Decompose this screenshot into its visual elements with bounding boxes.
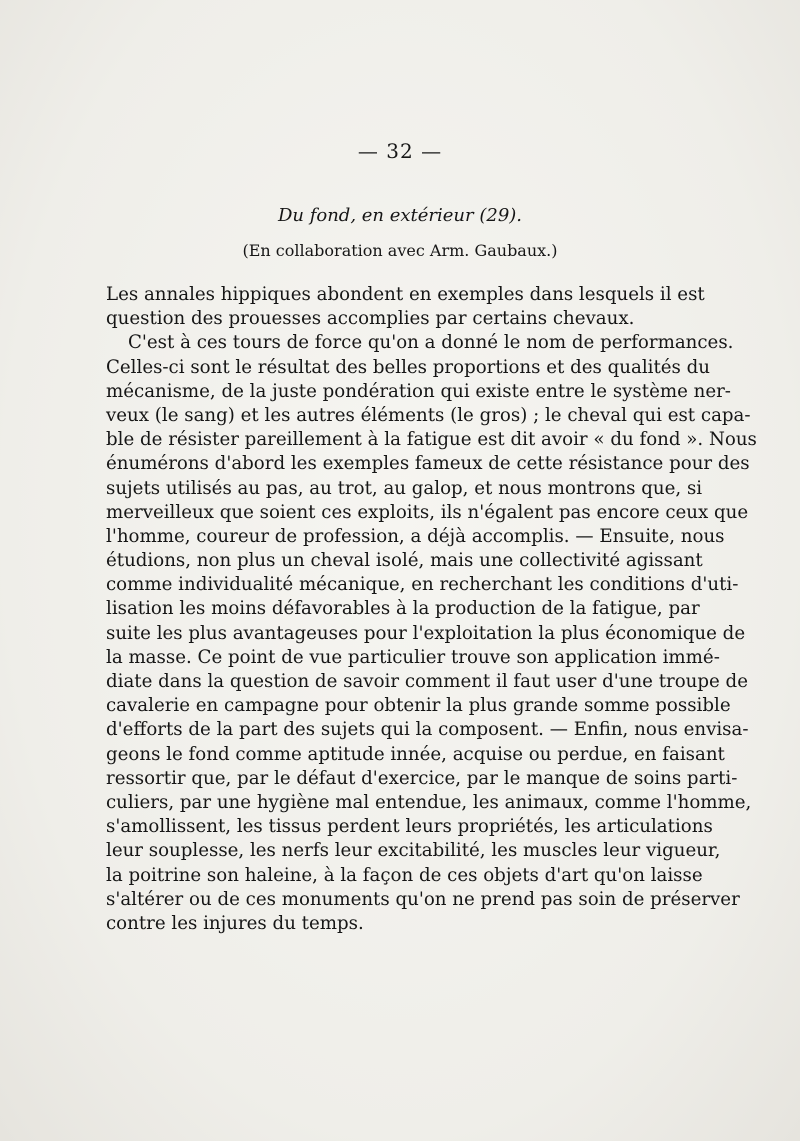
text-line: contre les injures du temps. — [106, 912, 364, 934]
text-line: question des prouesses accomplies par certains chevaux. — [106, 308, 635, 330]
section-title: Du fond, en extérieur (29). — [277, 205, 523, 226]
text-line: la poitrine son haleine, à la façon de ces objets d'art qu'on laisse — [106, 864, 703, 886]
body-paragraphs — [106, 283, 757, 936]
text-line: suite les plus avantageuses pour l'exploitation la plus économique de — [106, 622, 746, 644]
text-line: Celles-ci sont le résultat des belles proportions et des qualités du — [106, 356, 711, 378]
text-line: s'altérer ou de ces monuments qu'on ne prend pas soin de préserver — [106, 888, 740, 910]
text-line: la masse. Ce point de vue particulier trouve son application immé- — [106, 646, 720, 668]
page-number: — 32 — — [357, 139, 443, 163]
text-line: culiers, par une hygiène mal entendue, les animaux, comme l'homme, — [106, 791, 752, 813]
text-line: ressortir que, par le défaut d'exercice, par le manque de soins parti- — [106, 767, 738, 789]
text-line: comme individualité mécanique, en recherchant les conditions d'uti- — [106, 574, 739, 596]
text-line: merveilleux que soient ces exploits, ils n'égalent pas encore ceux que — [106, 501, 749, 523]
text-line: l'homme, coureur de profession, a déjà accomplis. — Ensuite, nous — [106, 525, 725, 547]
text-line: sujets utilisés au pas, au trot, au galop, et nous montrons que, si — [106, 477, 703, 499]
text-line: veux (le sang) et les autres éléments (le gros) ; le cheval qui est capa- — [106, 404, 751, 426]
text-line: mécanisme, de la juste pondération qui existe entre le système ner- — [106, 380, 731, 402]
text-line: C'est à ces tours de force qu'on a donné le nom de performances. — [128, 332, 734, 354]
text-line: diate dans la question de savoir comment il faut user d'une troupe de — [106, 671, 748, 692]
text-line: ble de résister pareillement à la fatigue est dit avoir « du fond ». Nous — [106, 429, 757, 451]
text-line: cavalerie en campagne pour obtenir la plus grande somme possible — [106, 695, 731, 717]
text-line: geons le fond comme aptitude innée, acquise ou perdue, en faisant — [106, 743, 725, 765]
text-line: leur souplesse, les nerfs leur excitabilité, les muscles leur vigueur, — [106, 840, 721, 862]
text-line: étudions, non plus un cheval isolé, mais une collectivité agissant — [106, 550, 703, 572]
collaboration-note: (En collaboration avec Arm. Gaubaux.) — [242, 241, 558, 260]
text-line: lisation les moins défavorables à la production de la fatigue, par — [106, 598, 700, 620]
text-line: d'efforts de la part des sujets qui la composent. — Enfin, nous envisa- — [106, 719, 749, 741]
text-line: s'amollissent, les tissus perdent leurs propriétés, les articulations — [106, 816, 713, 838]
text-line: énumérons d'abord les exemples fameux de cette résistance pour des — [106, 453, 750, 475]
text-line: Les annales hippiques abondent en exemples dans lesquels il est — [106, 284, 705, 305]
